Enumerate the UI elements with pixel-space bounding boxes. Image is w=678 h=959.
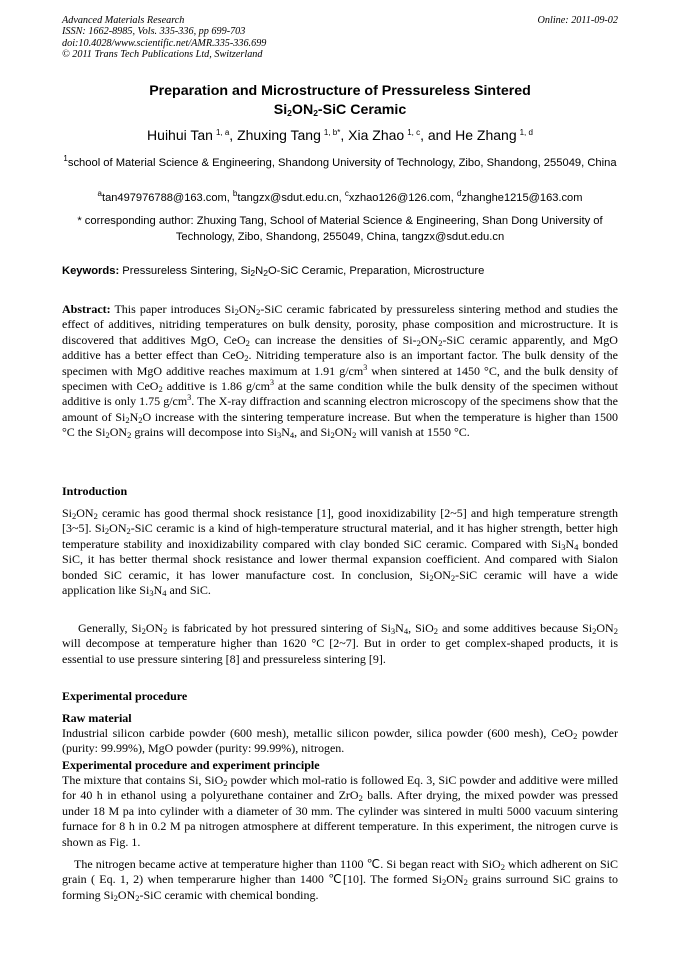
intro-paragraph-2: Generally, $Si_2ON_2$ is fabricated by hot pressured sintering of $Si_3N_4$, SiO$_2$ and some additives because $Si_2ON_2$ will decompose at temperature higher than 1620 °C [2~7]. But in order to get complex-shaped products, it is essential to use pressure sintering [8] and pressureless sintering [9].	[62, 621, 618, 666]
author-emails: $^a$tan497976788@163.com, $^b$tangzx@sdut.edu.cn, $^c$xzhao126@126.com, $^d$zhanghe1215@163.com	[97, 189, 583, 204]
online-date: Online: 2011-09-02	[537, 15, 618, 26]
email-link[interactable]: zhanghe1215@163.com	[461, 192, 583, 204]
author-name: Xia Zhao	[348, 127, 405, 143]
author-name: Huihui Tan	[147, 127, 213, 143]
nitrogen-paragraph: The nitrogen became active at temperature higher than 1100 ℃. Si began react with SiO$_2$ which adherent on SiC grain ( Eq. 1, 2) when temperarure higher than 1400 ℃[10]. The formed $Si_2ON_2$ grains surround SiC grains to forming $Si_2ON_2$-SiC ceramic with chemical bonding.	[62, 857, 618, 903]
author-name: He Zhang	[455, 127, 517, 143]
affiliation: $^1$school of Material Science & Engineering, Shandong University of Technology, Zibo, Shandong, 255049, China	[63, 154, 617, 169]
author-list: Huihui Tan $^{1, a}$, Zhuxing Tang $^{1, b*}$, Xia Zhao $^{1, c}$, and He Zhang $^{1, d}$	[147, 127, 533, 143]
keywords: Keywords: Pressureless Sintering, $Si_2N_2O$-SiC Ceramic, Preparation, Microstructure	[62, 265, 485, 278]
abstract: Abstract: This paper introduces $Si_2ON_2$-SiC ceramic fabricated by pressureless sintering method and studies the effect of additives, nitriding temperatures on bulk density, porosity, phase composition and microstructure. It is discovered that additives MgO, CeO$_2$ can increase the densities of $Si-_2ON_2$-SiC ceramic apparently, and MgO additive has a better effect than CeO$_2$. Nitriding temperature also is an important factor. The bulk density of the specimen with MgO additive reaches maximum at 1.91 $g/cm^3$ when sintered at 1450 °C, and the bulk density of specimen with CeO$_2$ additive is 1.86 $g/cm^3$ at the same condition while the bulk density of the specimen without additive is only 1.75 $g/cm^3$. The X-ray diffraction and scanning electron microscopy of the specimens show that the amount of $Si_2N_2O$ increase with the sintering temperature increase. But when the temperature is higher than 1500 °C the $Si_2ON_2$ grains will decompose into $Si_3N_4$, and $Si_2ON_2$ will vanish at 1550 °C.	[62, 302, 619, 441]
email-link[interactable]: tan497976788@163.com,	[101, 192, 233, 204]
doi: doi:10.4028/www.scientific.net/AMR.335-336.699	[62, 37, 267, 49]
issn: ISSN: 1662-8985, Vols. 335-336, pp 699-703	[62, 26, 246, 38]
paper-title	[62, 82, 618, 120]
email-link[interactable]: tangzx@sdut.edu.cn,	[237, 192, 345, 204]
corresponding-author: * corresponding author: Zhuxing Tang, School of Material Science & Engineering, Shan Dong University of Technology, Zibo, Shandong, 255049, China, tangzx@sdut.edu.cn	[77, 215, 603, 243]
author-name: Zhuxing Tang	[237, 127, 321, 143]
subheading-experimental-procedure: Experimental procedure and experiment principle	[62, 758, 320, 772]
journal-header	[62, 15, 618, 61]
procedure-paragraph: The mixture that contains Si, SiO$_2$ powder which mol-ratio is followed Eq. 3, SiC powder and additive were milled for 40 h in ethanol using a polyurethane container and ZrO$_2$ balls. After drying, the mixed powder was pressed under 18 M pa into cylinder with a diameter of 30 mm. The cylinder was sintered in multi 5000 vacuum sintering furnace for 8 h in 0.2 M pa nitrogen atmosphere at different temperature. In this experiment, the nitrogen curve is shown as Fig. 1.	[62, 773, 618, 849]
copyright: © 2011 Trans Tech Publications Ltd, Switzerland	[62, 49, 263, 61]
journal-name: Advanced Materials Research	[62, 15, 185, 26]
intro-paragraph-1: $Si_2ON_2$ ceramic has good thermal shock resistance [1], good inoxidizability [2~5] and high temperature strength [3~5]. $Si_2ON_2$-SiC ceramic is a kind of high-temperature structural material, and it has higher strength, better high temperature stability and inoxidizability compared with clay bonded SiC ceramic. Compared with $Si_3N_4$ bonded SiC, it has better thermal shock resistance and lower thermal expansion coefficient. And compared with Sialon bonded SiC ceramic, it has lower manufacture cost. In conclusion, $Si_2ON_2$-SiC ceramic will have a wide application like $Si_3N_4$ and SiC.	[62, 506, 619, 599]
subheading-raw-material: Raw material	[62, 711, 132, 725]
title-line-2: $Si_2ON_2$-SiC Ceramic	[273, 102, 407, 118]
title-line-1: Preparation and Microstructure of Pressureless Sintered	[149, 83, 531, 99]
section-heading-experimental: Experimental procedure	[62, 689, 188, 703]
section-heading-introduction: Introduction	[62, 484, 128, 498]
raw-material-paragraph: Industrial silicon carbide powder (600 mesh), metallic silicon powder, silica powder (600 mesh), CeO$_2$ powder (purity: 99.99%), MgO powder (purity: 99.99%), nitrogen.	[62, 726, 618, 756]
email-link[interactable]: xzhao126@126.com,	[348, 192, 457, 204]
